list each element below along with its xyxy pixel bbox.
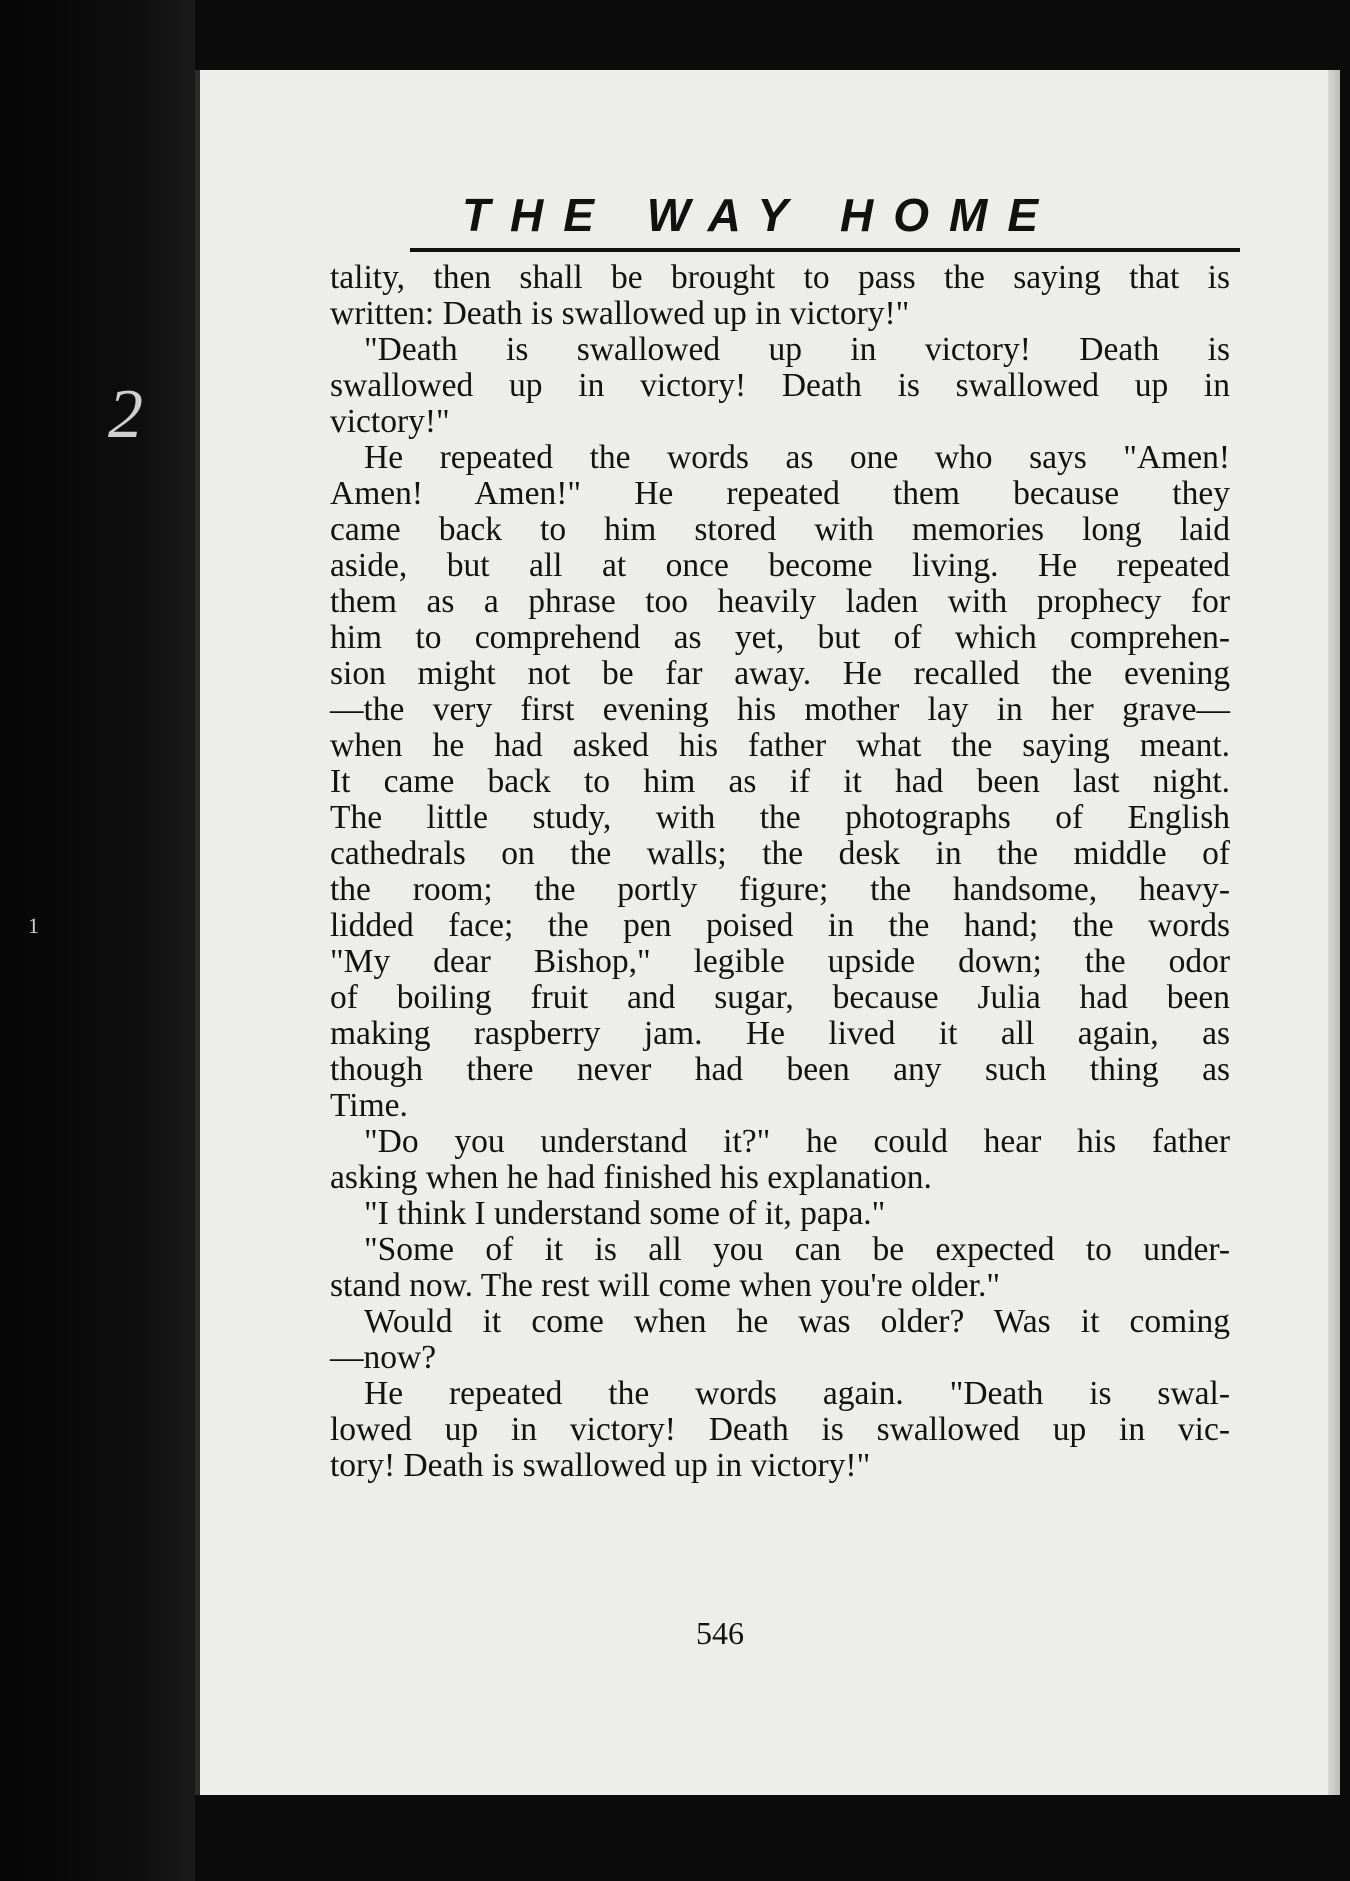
text-line: He repeated the words again. "Death is swal- xyxy=(364,1375,1230,1412)
text-line: aside, but all at once become living. He repeated xyxy=(330,547,1230,584)
book-page xyxy=(195,70,1340,1795)
paragraph xyxy=(330,1232,1230,1304)
text-line: He repeated the words as one who says "Amen! xyxy=(364,439,1230,476)
text-line: —the very first evening his mother lay in her grave— xyxy=(330,691,1230,728)
text-line: "Some of it is all you can be expected to under- xyxy=(364,1231,1230,1268)
text-line: came back to him stored with memories long laid xyxy=(330,511,1230,548)
paragraph xyxy=(330,1196,1230,1232)
text-line: written: Death is swallowed up in victory!" xyxy=(330,295,910,332)
text-line: though there never had been any such thing as xyxy=(330,1051,1230,1088)
text-line: making raspberry jam. He lived it all again, as xyxy=(330,1015,1230,1052)
paragraph xyxy=(330,1304,1230,1376)
text-line: them as a phrase too heavily laden with prophecy for xyxy=(330,583,1230,620)
text-line: stand now. The rest will come when you're older." xyxy=(330,1267,1001,1304)
running-head-rule xyxy=(410,248,1240,252)
text-line: lidded face; the pen poised in the hand; the words xyxy=(330,907,1230,944)
text-line: Time. xyxy=(330,1087,408,1124)
paragraph xyxy=(330,1124,1230,1196)
text-line: "I think I understand some of it, papa." xyxy=(364,1195,886,1232)
text-line: swallowed up in victory! Death is swallowed up in xyxy=(330,367,1230,404)
text-line: asking when he had finished his explanation. xyxy=(330,1159,932,1196)
text-line: tory! Death is swallowed up in victory!" xyxy=(330,1447,871,1484)
paragraph xyxy=(330,1376,1230,1484)
text-line: The little study, with the photographs of English xyxy=(330,799,1230,836)
margin-mark: 2 xyxy=(108,376,143,453)
text-line: "My dear Bishop," legible upside down; the odor xyxy=(330,943,1230,980)
text-line: the room; the portly figure; the handsome, heavy- xyxy=(330,871,1230,908)
text-line: sion might not be far away. He recalled the evening xyxy=(330,655,1230,692)
paragraph xyxy=(330,332,1230,440)
text-line: "Do you understand it?" he could hear his father xyxy=(364,1123,1230,1160)
text-line: lowed up in victory! Death is swallowed up in vic- xyxy=(330,1411,1230,1448)
text-line: cathedrals on the walls; the desk in the middle of xyxy=(330,835,1230,872)
text-line: of boiling fruit and sugar, because Julia had been xyxy=(330,979,1230,1016)
text-line: —now? xyxy=(330,1339,437,1376)
text-line: Amen! Amen!" He repeated them because they xyxy=(330,475,1230,512)
text-line: him to comprehend as yet, but of which comprehen- xyxy=(330,619,1230,656)
text-line: "Death is swallowed up in victory! Death is xyxy=(364,331,1230,368)
text-line: victory!" xyxy=(330,403,450,440)
body-text xyxy=(330,260,1230,1484)
book-binding xyxy=(0,0,195,1881)
text-line: It came back to him as if it had been last night. xyxy=(330,763,1230,800)
text-line: tality, then shall be brought to pass the saying that is xyxy=(330,259,1230,296)
margin-mark: 1 xyxy=(28,913,39,938)
paragraph xyxy=(330,260,1230,332)
text-line: Would it come when he was older? Was it coming xyxy=(364,1303,1230,1340)
page-edge xyxy=(1328,70,1340,1795)
paragraph xyxy=(330,440,1230,1124)
text-line: when he had asked his father what the saying meant. xyxy=(330,727,1230,764)
running-head: THE WAY HOME xyxy=(461,189,1059,241)
page-number: 546 xyxy=(696,1615,744,1651)
